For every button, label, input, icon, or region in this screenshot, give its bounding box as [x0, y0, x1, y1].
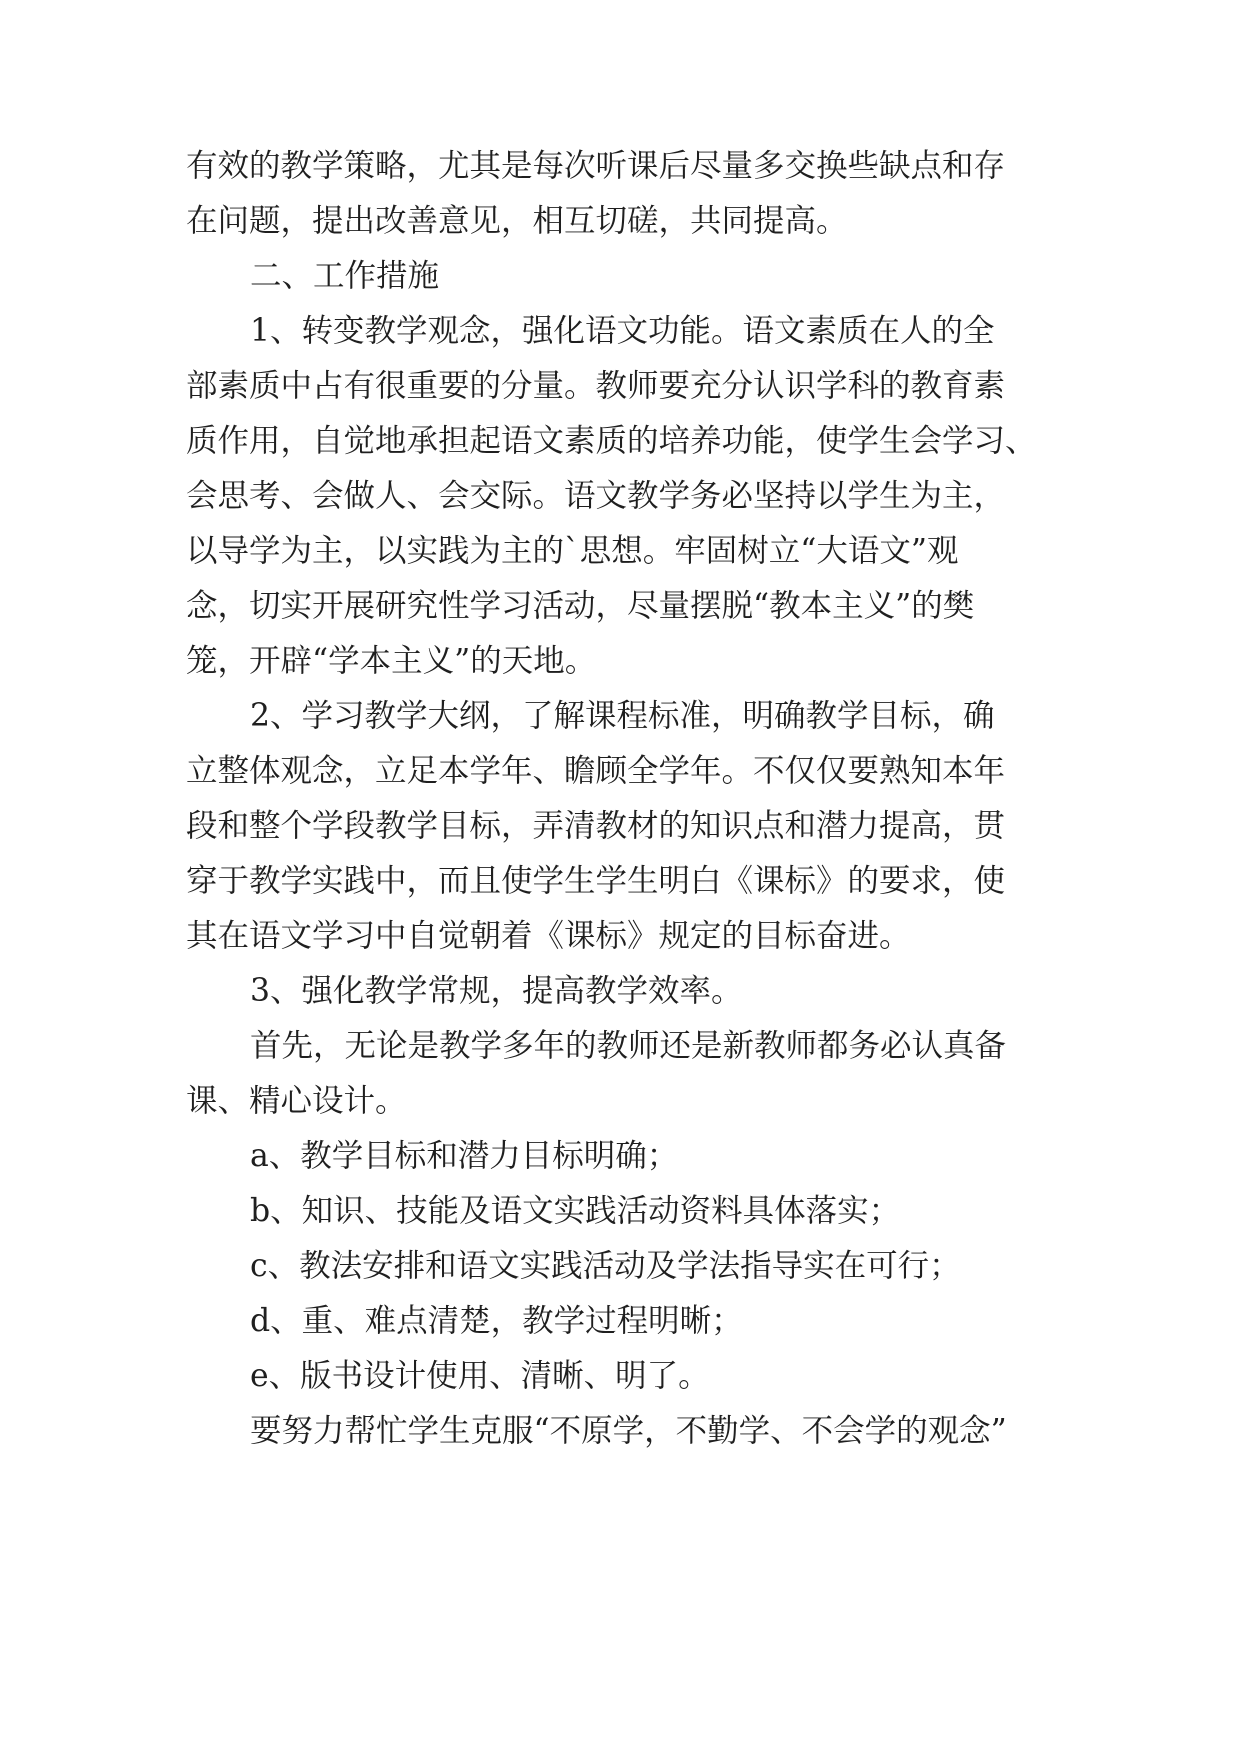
text-line: 以导学为主，以实践为主的`思想。牢固树立“大语文”观: [186, 533, 959, 569]
section-heading: 二、工作措施: [250, 258, 440, 294]
text-line: 有效的教学策略，尤其是每次听课后尽量多交换些缺点和存: [186, 148, 1006, 184]
text-line: 段和整个学段教学目标，弄清教材的知识点和潜力提高，贯: [186, 808, 1006, 844]
list-item: a、教学目标和潜力目标明确；: [250, 1138, 679, 1174]
text-line: 念，切实开展研究性学习活动，尽量摆脱“教本主义”的樊: [186, 588, 975, 624]
text-line: 立整体观念，立足本学年、瞻顾全学年。不仅仅要熟知本年: [186, 753, 1006, 789]
list-item: b、知识、技能及语文实践活动资料具体落实；: [250, 1193, 901, 1229]
list-item: c、教法安排和语文实践活动及学法指导实在可行；: [250, 1248, 961, 1284]
text-line: 笼，开辟“学本主义”的天地。: [186, 643, 597, 679]
text-line: 要努力帮忙学生克服“不原学，不勤学、不会学的观念”: [250, 1413, 1007, 1449]
text-line: 会思考、会做人、会交际。语文教学务必坚持以学生为主，: [186, 478, 1006, 514]
text-line: 1、转变教学观念，强化语文功能。语文素质在人的全: [250, 313, 995, 349]
text-line: 首先，无论是教学多年的教师还是新教师都务必认真备: [250, 1028, 1007, 1064]
text-line: 在问题，提出改善意见，相互切磋，共同提高。: [186, 203, 848, 239]
list-item: d、重、难点清楚，教学过程明晰；: [250, 1303, 743, 1339]
text-line: 2、学习教学大纲，了解课程标准，明确教学目标，确: [250, 698, 995, 734]
text-line: 课、精心设计。: [186, 1083, 407, 1119]
text-line: 3、强化教学常规，提高教学效率。: [250, 973, 743, 1009]
text-line: 穿于教学实践中，而且使学生学生明白《课标》的要求，使: [186, 863, 1006, 899]
text-line: 其在语文学习中自觉朝着《课标》规定的目标奋进。: [186, 918, 911, 954]
text-line: 部素质中占有很重要的分量。教师要充分认识学科的教育素: [186, 368, 1006, 404]
list-item: e、版书设计使用、清晰、明了。: [250, 1358, 710, 1394]
text-line: 质作用，自觉地承担起语文素质的培养功能，使学生会学习、: [186, 423, 1037, 459]
